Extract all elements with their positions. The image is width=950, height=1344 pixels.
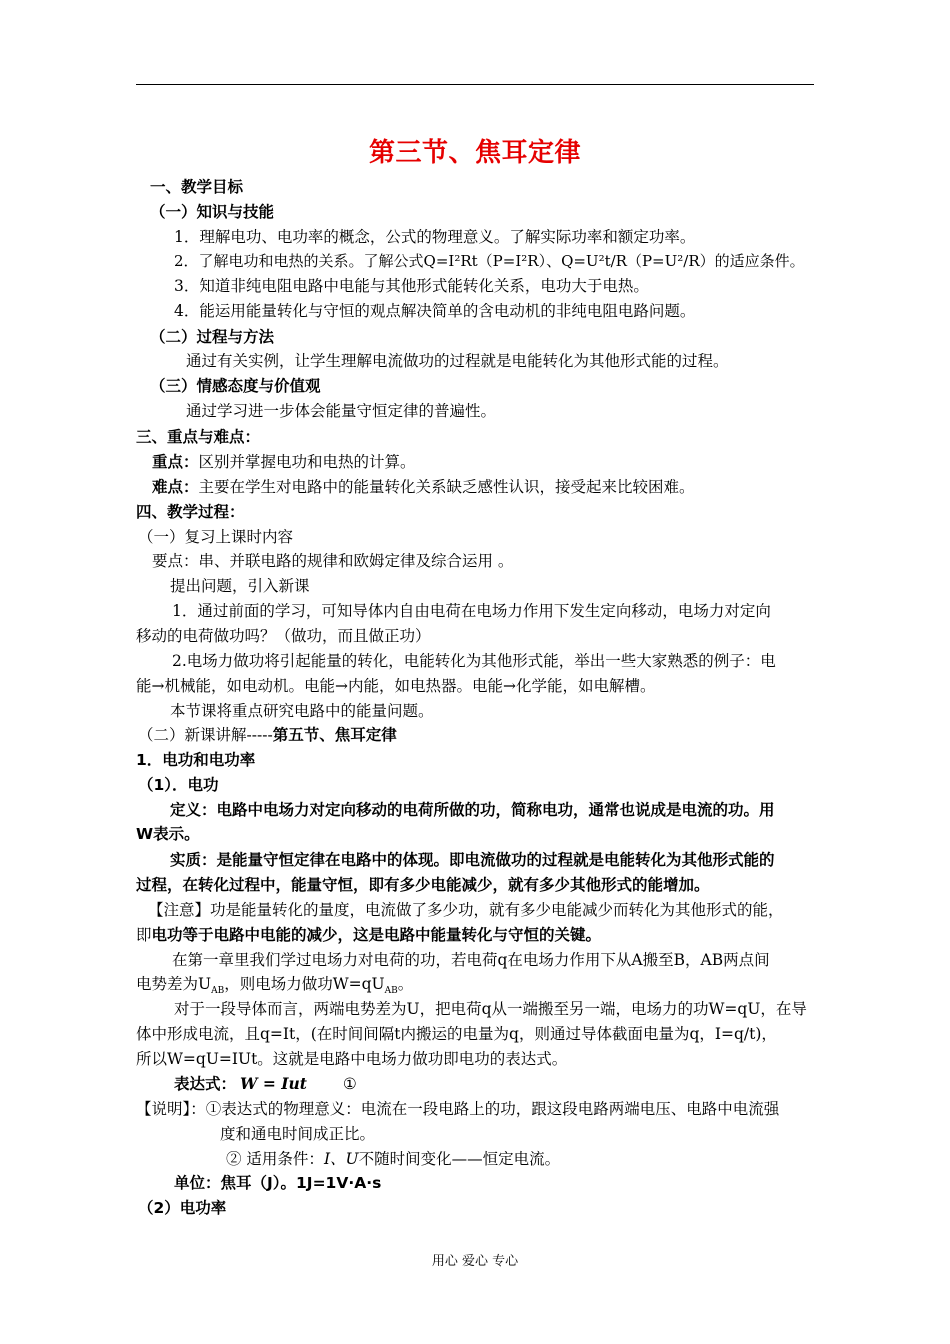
paragraph: 本节课将重点研究电路中的能量问题。 [170, 702, 434, 720]
note-emphasis: 电功等于电路中电能的减少，这是电路中能量转化与守恒的关键。 [151, 926, 602, 944]
section-heading: 三、重点与难点： [136, 428, 261, 446]
text-run: ② 适用条件： [226, 1150, 324, 1168]
formula-number: ① [342, 1075, 357, 1093]
explanation-label: 【说明】： [136, 1100, 206, 1118]
text-run: 电势差为U [136, 975, 212, 993]
paragraph: 通过学习进一步体会能量守恒定律的普遍性。 [186, 402, 497, 420]
definition: 定义：电路中电场力对定向移动的电荷所做的功，简称电功，通常也说成是电流的功。用 [170, 801, 775, 819]
keypoint-label: 重点： [152, 453, 199, 471]
objective-item: 1．理解电功、电功率的概念，公式的物理意义。了解实际功率和额定功率。 [174, 228, 696, 246]
subsection-heading: （三）情感态度与价值观 [150, 377, 321, 395]
section-heading: 一、教学目标 [150, 178, 244, 196]
paragraph: 移动的电荷做功吗？（做功，而且做正功） [136, 627, 431, 645]
subsection-heading: （一）知识与技能 [150, 203, 275, 221]
explanation [136, 1098, 816, 1120]
page-footer: 用心 爱心 专心 [431, 1254, 519, 1269]
note [148, 899, 828, 921]
paragraph: 通过有关实例，让学生理解电流做功的过程就是电能转化为其他形式能的过程。 [186, 352, 729, 370]
objective-item: 2．了解电功和电热的关系。了解公式Q=I²Rt（P=I²R）、Q=U²t/R（P=U²/R）的适应条件。 [174, 252, 805, 270]
text-run: ，则电场力做功W=qU [224, 975, 385, 993]
text-run: 不随时间变化——恒定电流。 [358, 1150, 561, 1168]
difficulty-text: 主要在学生对电路中的能量转化关系缺乏感性认识，接受起来比较困难。 [198, 478, 695, 496]
paragraph: 要点：串、并联电路的规律和欧姆定律及综合运用 。 [152, 552, 514, 570]
subsection-heading [138, 724, 818, 746]
topic-subheading: （2）电功率 [138, 1199, 227, 1217]
explanation-text: ①表达式的物理意义：电流在一段电路上的功，跟这段电路两端电压、电路中电流强 [205, 1100, 780, 1118]
variable-text: I、U [323, 1150, 359, 1168]
objective-item: 4．能运用能量转化与守恒的观点解决简单的含电动机的非纯电阻电路问题。 [174, 302, 696, 320]
subsection-heading: （二）过程与方法 [150, 328, 275, 346]
formula-line [174, 1073, 854, 1095]
formula-label: 表达式： [174, 1075, 237, 1093]
subsection-title: 第五节、焦耳定律 [272, 726, 397, 744]
subscript: AB [384, 986, 398, 997]
essence: 实质：是能量守恒定律在电路中的体现。即电流做功的过程就是电能转化为其他形式能的 [170, 851, 775, 869]
paragraph: 所以W=qU=IUt。这就是电路中电场力做功即电功的表达式。 [136, 1050, 568, 1068]
essence: 过程，在转化过程中，能量守恒，即有多少电能减少，就有多少其他形式的能增加。 [136, 876, 710, 894]
subscript: AB [211, 986, 225, 997]
subsection-heading: （一）复习上课时内容 [138, 528, 294, 546]
paragraph: 提出问题，引入新课 [170, 577, 310, 595]
unit-line: 单位：焦耳（J）。1J=1V·A·s [174, 1174, 382, 1192]
note-text: 功是能量转化的量度，电流做了多少功，就有多少电能减少而转化为其他形式的能， [210, 901, 784, 919]
keypoint-line [152, 451, 832, 473]
note-text: 即 [136, 926, 152, 944]
page-title: 第三节、焦耳定律 [368, 138, 581, 168]
paragraph: 能→机械能，如电动机。电能→内能，如电热器。电能→化学能，如电解槽。 [136, 677, 656, 695]
difficulty-line [152, 476, 832, 498]
paragraph: 对于一段导体而言，两端电势差为U，把电荷q从一端搬至另一端，电场力的功W=qU，在导 [174, 1000, 807, 1018]
paragraph: 体中形成电流，且q=It，(在时间间隔t内搬运的电量为q，则通过导体截面电量为q，I=q/t)， [136, 1025, 777, 1043]
text-run: 。 [397, 975, 414, 993]
definition: W表示。 [136, 825, 200, 843]
topic-subheading: （1）．电功 [138, 776, 219, 794]
paragraph: 2.电场力做功将引起能量的转化，电能转化为其他形式能，举出一些大家熟悉的例子：电 [172, 652, 776, 670]
difficulty-label: 难点： [152, 478, 199, 496]
topic-heading: 1．电功和电功率 [136, 751, 256, 769]
explanation: 度和通电时间成正比。 [220, 1125, 376, 1143]
note-label: 【注意】 [148, 901, 211, 919]
note [136, 924, 816, 946]
header-rule [136, 84, 814, 85]
paragraph: 1．通过前面的学习，可知导体内自由电荷在电场力作用下发生定向移动，电场力对定向 [172, 602, 771, 620]
subsection-prefix: （二）新课讲解----- [138, 726, 273, 744]
formula: W = Iut [240, 1074, 307, 1093]
objective-item: 3．知道非纯电阻电路中电能与其他形式能转化关系，电功大于电热。 [174, 277, 649, 295]
paragraph: 在第一章里我们学过电场力对电荷的功，若电荷q在电场力作用下从A搬至B，AB两点间 [172, 951, 770, 969]
section-heading: 四、教学过程： [136, 503, 245, 521]
keypoint-text: 区别并掌握电功和电热的计算。 [198, 453, 416, 471]
explanation [226, 1148, 906, 1170]
